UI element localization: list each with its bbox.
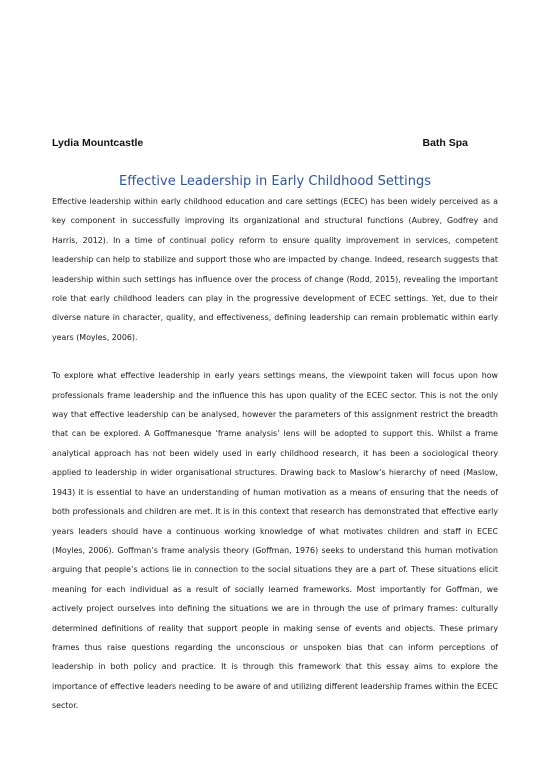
document-title: Effective Leadership in Early Childhood Settings	[118, 174, 432, 189]
author-name: Lydia Mountcastle	[52, 137, 144, 149]
institution-name: Bath Spa	[422, 137, 468, 149]
document-header	[52, 137, 468, 149]
paragraph-1: Effective leadership within early childhood education and care settings (ECEC) has been widely perceived as a key component in successfully improving its organizational and structural functions (Aubrey, Godfrey and Harris, 2012). In a time of continual policy reform to ensure quality improvement in services, competent leadership can help to stabilize and support those who are impacted by change. Indeed, research suggests that leadership within such settings has influence over the process of change (Rodd, 2015), revealing the important role that early childhood leaders can play in the progressive development of ECEC settings. Yet, due to their diverse nature in character, quality, and effectiveness, defining leadership can remain problematic within early years (Moyles, 2006).	[52, 197, 498, 342]
paragraph-2: To explore what effective leadership in early years settings means, the viewpoint taken will focus upon how professionals frame leadership and the influence this has upon quality of the ECEC sector. This is not the only way that effective leadership can be analysed, however the parameters of this assignment restrict the breadth that can be explored. A Goffmanesque ‘frame analysis’ lens will be adopted to support this. Whilst a frame analytical approach has not been widely used in early childhood research, it has been a sociological theory applied to leadership in wider organisational structures. Drawing back to Maslow’s hierarchy of need (Maslow, 1943) it is essential to have an understanding of human motivation as a means of ensuring that the needs of both professionals and children are met. It is in this context that research has demonstrated that effective early years leaders should have a continuous working knowledge of what motivates children and staff in ECEC (Moyles, 2006). Goffman’s frame analysis theory (Goffman, 1976) seeks to understand this human motivation arguing that people’s actions lie in connection to the social situations they are a part of. These situations elicit meaning for each individual as a result of socially learned frameworks. Most importantly for Goffman, we actively project ourselves into defining the situations we are in through the use of primary frames: culturally determined definitions of reality that support people in making sense of events and objects. These primary frames thus raise questions regarding the unconscious or unspoken bias that can inform perceptions of leadership in both policy and practice. It is through this framework that this essay aims to explore the importance of effective leaders needing to be aware of and utilizing different leadership frames within the ECEC sector.	[52, 371, 498, 711]
document-body	[52, 192, 498, 716]
